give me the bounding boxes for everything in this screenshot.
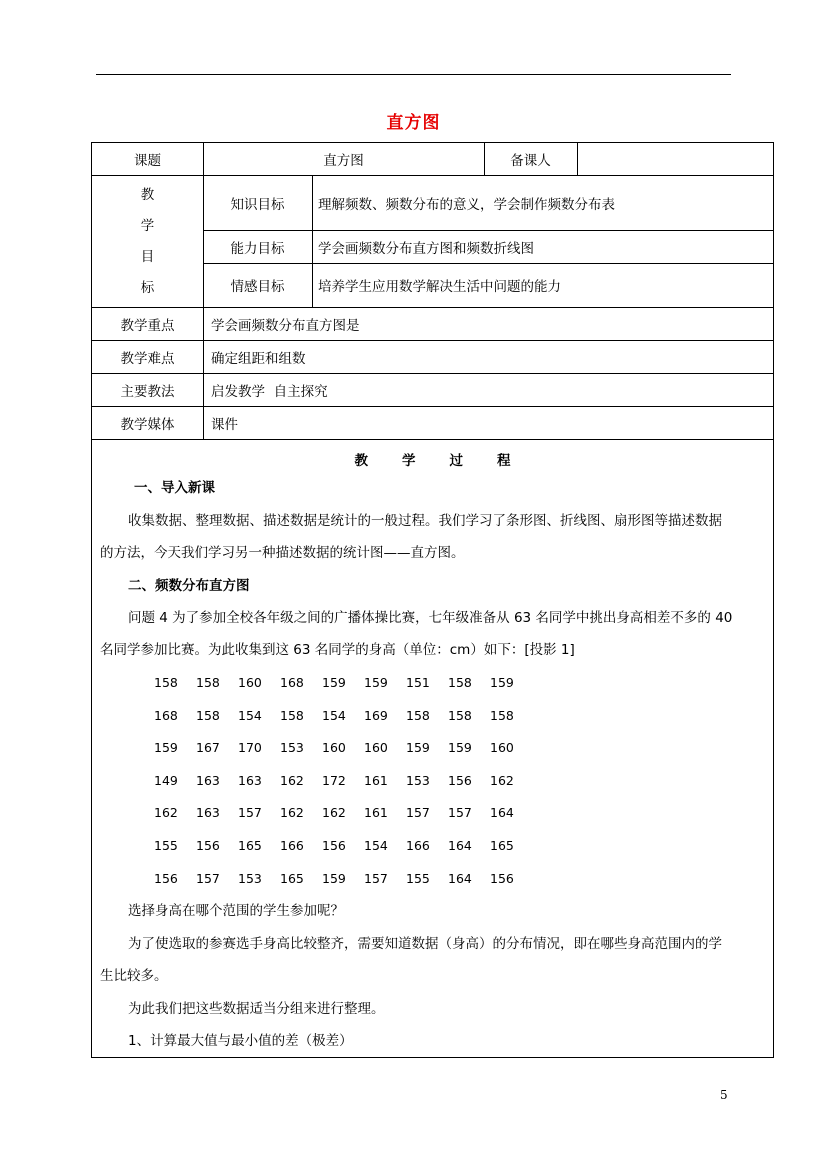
height-row (154, 871, 532, 886)
preparer-label: 备课人 (510, 153, 551, 169)
media-label: 教学媒体 (120, 416, 175, 433)
height-value: 158 (154, 675, 178, 690)
height-row (154, 838, 532, 853)
height-value: 154 (322, 707, 346, 723)
height-value: 172 (322, 772, 346, 788)
topic-value: 直方图 (323, 153, 364, 169)
height-value: 164 (490, 805, 514, 821)
height-value: 158 (196, 675, 220, 690)
height-value: 163 (196, 805, 220, 821)
height-value: 164 (448, 870, 472, 886)
height-value: 154 (364, 838, 388, 853)
height-value: 162 (490, 772, 514, 788)
height-value: 158 (490, 707, 514, 723)
height-value: 159 (406, 740, 430, 756)
height-value: 151 (406, 675, 430, 690)
key-point-label: 教学重点 (120, 317, 175, 334)
height-row (154, 773, 532, 788)
height-value: 166 (280, 838, 304, 853)
method-value: 启发教学 自主探究 (211, 383, 328, 400)
height-value: 160 (364, 740, 388, 756)
height-value: 161 (364, 805, 388, 821)
height-value: 157 (448, 805, 472, 821)
height-value: 159 (322, 675, 346, 690)
height-value: 161 (364, 772, 388, 788)
height-value: 158 (448, 675, 472, 690)
height-value: 170 (238, 740, 262, 756)
lesson-plan-table (91, 142, 774, 1058)
height-value: 157 (406, 805, 430, 821)
ability-goal-label: 能力目标 (230, 240, 285, 257)
height-value: 158 (196, 707, 220, 723)
problem-line1: 问题 4 为了参加全校各年级之间的广播体操比赛，七年级准备从 63 名同学中挑出身高相差不多的 40 (128, 610, 733, 626)
height-value: 154 (238, 707, 262, 723)
document-title: 直方图 (386, 113, 441, 133)
height-value: 165 (490, 838, 514, 853)
section2-title: 二、频数分布直方图 (128, 578, 250, 594)
height-value: 153 (238, 870, 262, 886)
height-value: 162 (280, 805, 304, 821)
section1-para-line2: 的方法，今天我们学习另一种描述数据的统计图——直方图。 (100, 545, 465, 561)
knowledge-goal-value: 理解频数、频数分布的意义，学会制作频数分布表 (318, 196, 615, 213)
height-value: 153 (406, 772, 430, 788)
height-value: 156 (490, 870, 514, 886)
height-value: 168 (154, 707, 178, 723)
goals-label: 教 学 目 标 (140, 186, 155, 296)
height-value: 164 (448, 838, 472, 853)
section1-para-line1: 收集数据、整理数据、描述数据是统计的一般过程。我们学习了条形图、折线图、扇形图等描述数据 (128, 513, 722, 529)
height-value: 162 (280, 772, 304, 788)
question-line: 选择身高在哪个范围的学生参加呢？ (128, 903, 344, 919)
problem-line2: 名同学参加比赛。为此收集到这 63 名同学的身高（单位：cm）如下：[投影 1] (100, 642, 575, 658)
difficulty-value: 确定组距和组数 (211, 350, 306, 367)
height-row (154, 675, 532, 690)
height-value: 155 (406, 870, 430, 886)
height-value: 163 (238, 772, 262, 788)
height-value: 156 (322, 838, 346, 853)
difficulty-label: 教学难点 (120, 350, 175, 367)
height-value: 166 (406, 838, 430, 853)
height-value: 149 (154, 772, 178, 788)
emotion-goal-value: 培养学生应用数学解决生活中问题的能力 (318, 279, 561, 295)
section1-title: 一、导入新课 (134, 480, 215, 496)
height-value: 158 (280, 707, 304, 723)
height-value: 156 (448, 772, 472, 788)
method-label: 主要教法 (120, 383, 175, 400)
height-value: 163 (196, 772, 220, 788)
preparer-value (577, 143, 773, 175)
explain-line1: 为了使选取的参赛选手身高比较整齐，需要知道数据（身高）的分布情况，即在哪些身高范围内的学 (128, 936, 722, 952)
height-value: 165 (280, 870, 304, 886)
knowledge-goal-label: 知识目标 (230, 196, 285, 213)
height-value: 162 (154, 805, 178, 821)
height-value: 157 (364, 870, 388, 886)
height-value: 153 (280, 740, 304, 756)
explain-line2: 生比较多。 (100, 968, 168, 984)
step1-line: 1、计算最大值与最小值的差（极差） (128, 1033, 353, 1049)
header-rule (96, 74, 731, 75)
height-value: 158 (448, 707, 472, 723)
height-value: 158 (406, 707, 430, 723)
topic-label: 课题 (134, 153, 161, 169)
height-value: 159 (154, 740, 178, 756)
height-value: 159 (490, 675, 514, 690)
page-number: 5 (720, 1088, 728, 1102)
height-value: 159 (322, 870, 346, 886)
height-row (154, 805, 532, 820)
height-value: 156 (196, 838, 220, 853)
emotion-goal-label: 情感目标 (230, 279, 285, 295)
height-value: 160 (238, 675, 262, 690)
height-value: 155 (154, 838, 178, 853)
ability-goal-value: 学会画频数分布直方图和频数折线图 (318, 240, 534, 257)
height-value: 156 (154, 870, 178, 886)
height-row (154, 740, 532, 755)
height-value: 159 (448, 740, 472, 756)
height-value: 159 (364, 675, 388, 690)
process-heading: 教学过程 (354, 453, 545, 469)
height-value: 165 (238, 838, 262, 853)
height-value: 169 (364, 707, 388, 723)
media-value: 课件 (211, 416, 238, 433)
height-value: 168 (280, 675, 304, 690)
group-line: 为此我们把这些数据适当分组来进行整理。 (128, 1001, 385, 1017)
height-value: 157 (238, 805, 262, 821)
key-point-value: 学会画频数分布直方图是 (211, 317, 360, 334)
height-value: 160 (490, 740, 514, 756)
height-row (154, 708, 532, 723)
height-value: 162 (322, 805, 346, 821)
height-value: 167 (196, 740, 220, 756)
height-value: 157 (196, 870, 220, 886)
height-value: 160 (322, 740, 346, 756)
